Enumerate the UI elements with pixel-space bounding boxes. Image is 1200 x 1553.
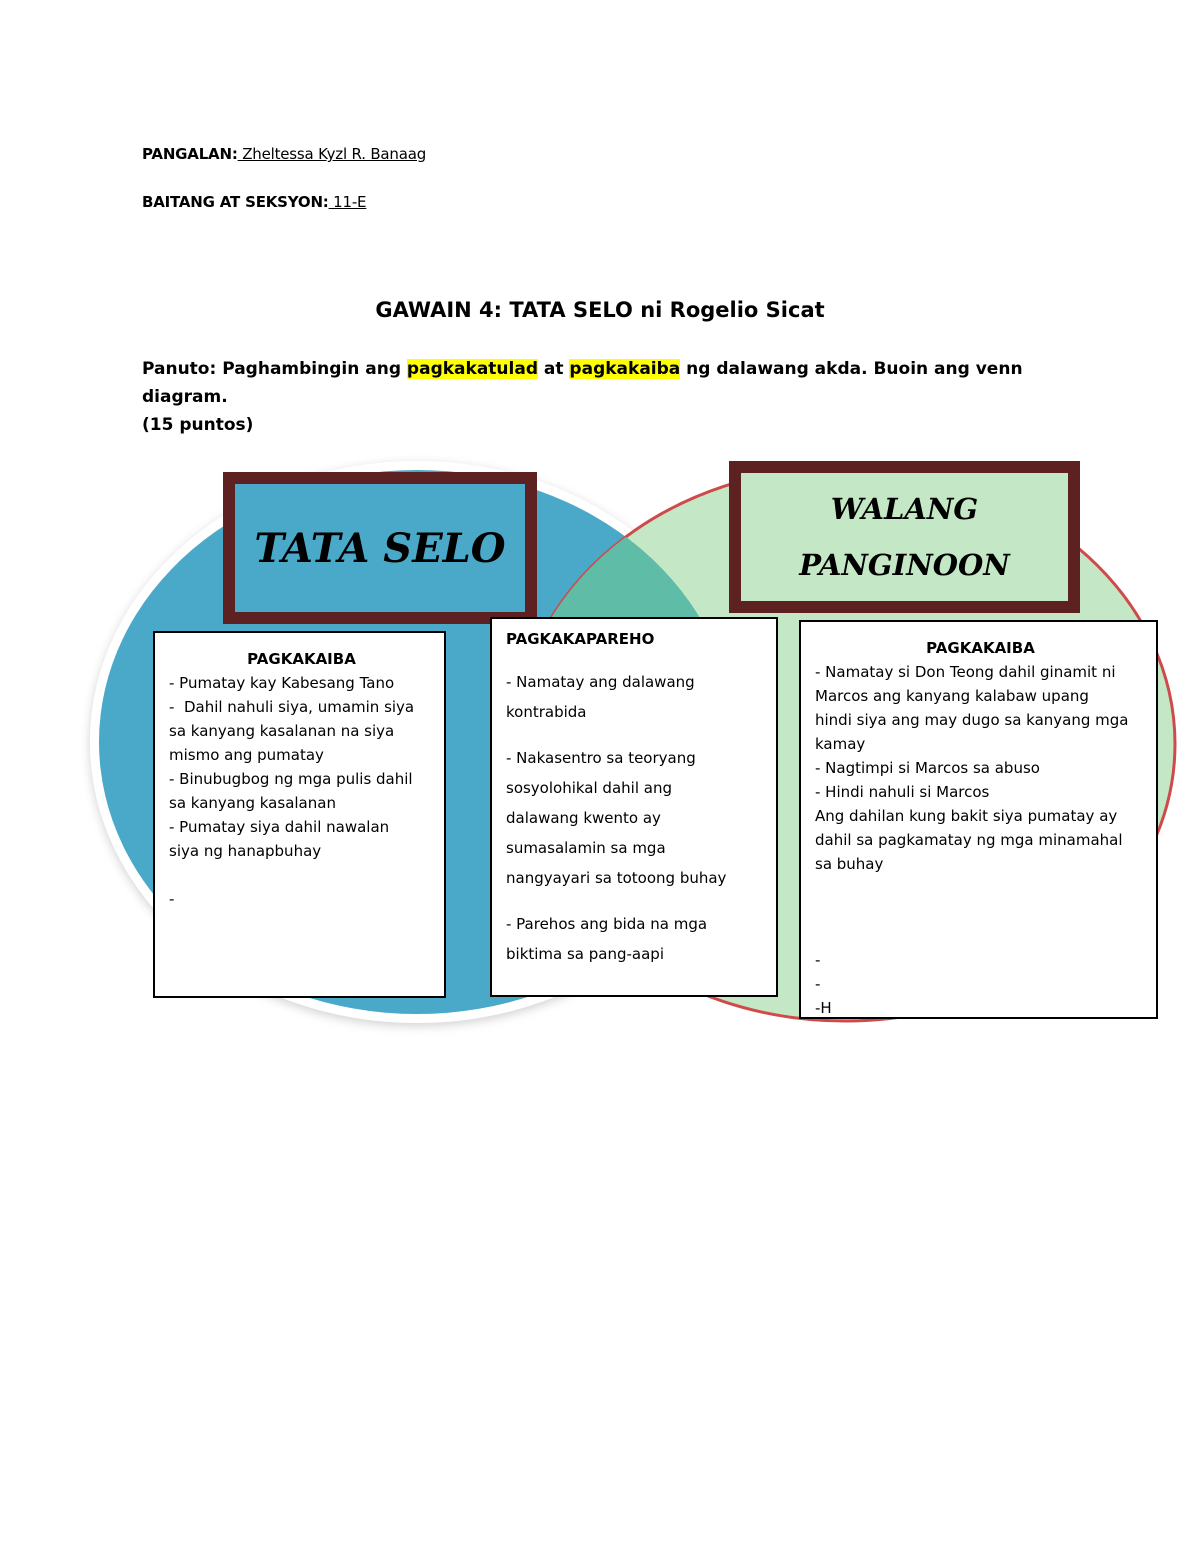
text-line: siya ng hanapbuhay [169, 842, 322, 860]
text-line: kamay [815, 735, 866, 753]
highlight-pagkakaiba: pagkakaiba [569, 359, 681, 379]
text-line: mismo ang pumatay [169, 746, 324, 764]
text-line: biktima sa pang-aapi [506, 945, 664, 963]
text-line: - [815, 975, 821, 993]
right-box-heading: PAGKAKAIBA [926, 639, 1035, 657]
left-box-lines [169, 671, 434, 911]
text-line: - Pumatay kay Kabesang Tano [169, 674, 395, 692]
similarity-item [506, 667, 766, 727]
text-line: - Binubugbog ng mga pulis dahil [169, 770, 413, 788]
similarity-item [506, 909, 766, 969]
left-box-heading: PAGKAKAIBA [247, 650, 356, 668]
text-line: - Dahil nahuli siya, umamin siya [169, 698, 415, 716]
instructions-part1: Panuto: Paghambingin ang [142, 359, 407, 379]
right-box-lines [815, 660, 1146, 1020]
text-line: - [815, 951, 821, 969]
text-line: Ang dahilan kung bakit siya pumatay ay [815, 807, 1118, 825]
text-line: - Parehos ang bida na mga [506, 915, 708, 933]
text-line: - Namatay ang dalawang [506, 673, 695, 691]
text-line: -H [815, 999, 832, 1017]
text-line: dahil sa pagkamatay ng mga minamahal [815, 831, 1123, 849]
text-line: sosyolohikal dahil ang [506, 779, 672, 797]
instructions-part3: ng dalawang akda. Buoin ang venn diagram. [142, 359, 1023, 407]
name-value: Zheltessa Kyzl R. Banaag [237, 145, 427, 163]
text-line [815, 900, 1146, 924]
right-label-line1: WALANG [830, 492, 979, 526]
text-line: sa kanyang kasalanan [169, 794, 336, 812]
text-line: - Namatay si Don Teong dahil ginamit ni [815, 663, 1116, 681]
left-differences-box [153, 631, 446, 998]
instructions-part2: at [537, 359, 570, 379]
text-line: sumasalamin sa mga [506, 839, 666, 857]
text-line: - Pumatay siya dahil nawalan [169, 818, 390, 836]
highlight-pagkakatulad: pagkakatulad [406, 359, 538, 379]
text-line: sa buhay [815, 855, 884, 873]
right-differences-box [799, 620, 1158, 1019]
activity-title: GAWAIN 4: TATA SELO ni Rogelio Sicat [375, 298, 825, 322]
text-line: - Hindi nahuli si Marcos [815, 783, 990, 801]
section-value: 11-E [328, 193, 367, 211]
text-line [169, 863, 434, 887]
text-line: dalawang kwento ay [506, 809, 661, 827]
middle-box-heading: PAGKAKAPAREHO [506, 630, 655, 648]
text-line: - Nagtimpi si Marcos sa abuso [815, 759, 1040, 777]
similarity-item [506, 743, 766, 893]
left-label-text: TATA SELO [254, 524, 506, 572]
text-line: kontrabida [506, 703, 587, 721]
text-line [815, 924, 1146, 948]
text-line: - Nakasentro sa teoryang [506, 749, 696, 767]
left-label-box [223, 472, 537, 624]
text-line: sa kanyang kasalanan na siya [169, 722, 395, 740]
text-line: hindi siya ang may dugo sa kanyang mga [815, 711, 1129, 729]
instructions-points: (15 puntos) [142, 415, 254, 435]
name-label: PANGALAN: [142, 145, 238, 163]
text-line: Marcos ang kanyang kalabaw upang [815, 687, 1089, 705]
text-line [815, 876, 1146, 900]
section-label: BAITANG AT SEKSYON: [142, 193, 329, 211]
text-line: - [169, 890, 175, 908]
right-label-box [729, 461, 1080, 613]
text-line: nangyayari sa totoong buhay [506, 869, 727, 887]
right-label-line2: PANGINOON [799, 548, 1010, 582]
similarities-box [490, 617, 778, 997]
